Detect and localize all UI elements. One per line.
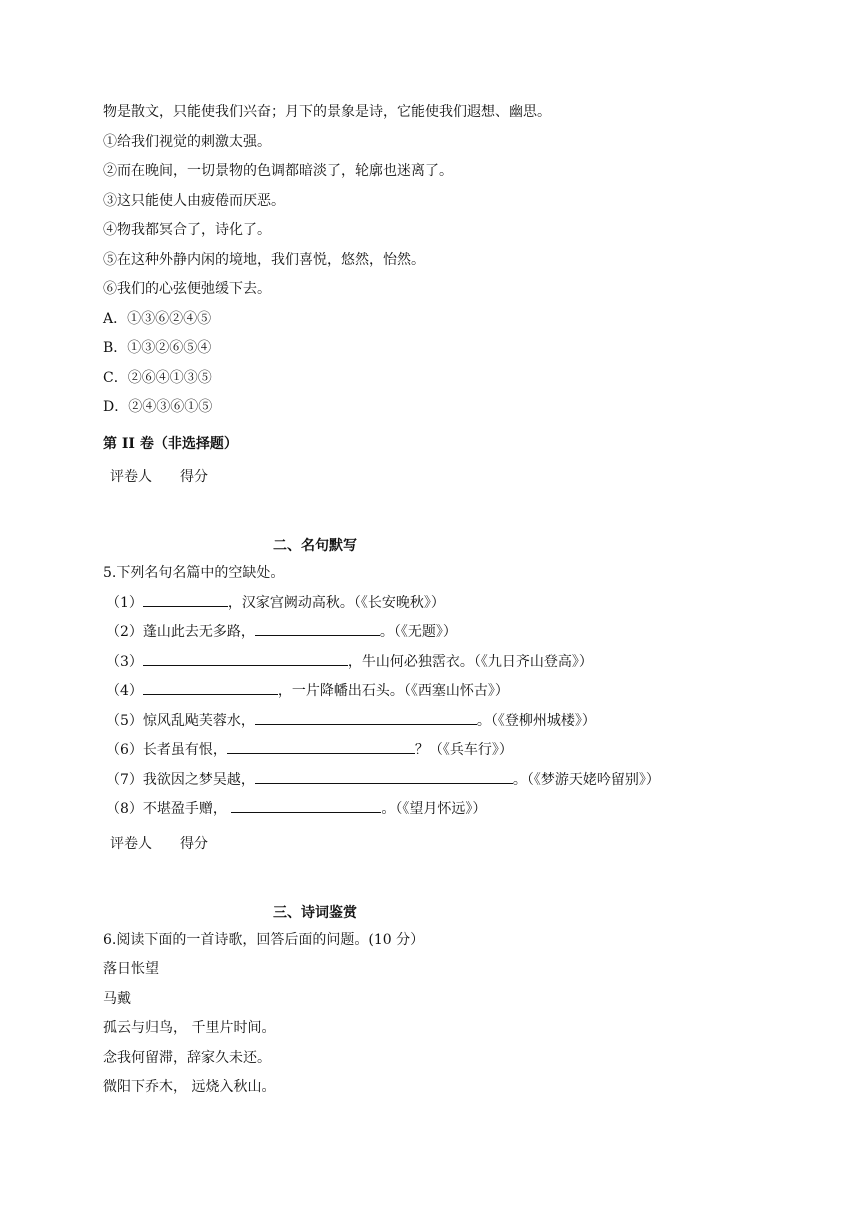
grader-label: 评卷人	[110, 469, 152, 485]
score-label: 得分	[180, 469, 208, 485]
grader-label: 评卷人	[110, 836, 152, 852]
grader-box	[110, 835, 208, 853]
poem-line: 微阳下乔木， 远烧入秋山。	[103, 1079, 276, 1095]
poem-line: 念我何留滞，辞家久未还。	[103, 1050, 271, 1066]
fill-item: （5）惊风乱飐芙蓉水， 。（《登柳州城楼》）	[106, 710, 596, 730]
score-label: 得分	[180, 836, 208, 852]
sentence-1: ①给我们视觉的刺激太强。	[103, 134, 271, 150]
answer-blank[interactable]	[255, 710, 477, 725]
answer-blank[interactable]	[255, 621, 380, 636]
fill-item: （3） ，牛山何必独霑衣。（《九日齐山登高》）	[106, 651, 593, 671]
grader-box	[110, 468, 208, 486]
option-d: D．②④③⑥①⑤	[103, 399, 213, 415]
fill-item: （7）我欲因之梦吴越， 。（《梦游天姥吟留别》）	[106, 769, 660, 789]
sentence-6: ⑥我们的心弦便弛缓下去。	[103, 281, 271, 297]
sentence-3: ③这只能使人由疲倦而厌恶。	[103, 193, 285, 209]
answer-blank[interactable]	[143, 651, 348, 666]
answer-blank[interactable]	[227, 739, 415, 754]
answer-blank[interactable]	[143, 680, 278, 695]
answer-blank[interactable]	[255, 769, 513, 784]
fill-item: （4） ，一片降幡出石头。（《西塞山怀古》）	[106, 680, 509, 700]
answer-blank[interactable]	[231, 798, 381, 813]
section-title: 二、名句默写	[273, 538, 357, 554]
section-title: 三、诗词鉴赏	[273, 905, 357, 921]
sentence-2: ②而在晚间，一切景物的色调都暗淡了，轮廓也迷离了。	[103, 163, 453, 179]
poem-title: 落日怅望	[103, 961, 159, 977]
sentence-5: ⑤在这种外静内闲的境地，我们喜悦，悠然，怡然。	[103, 252, 425, 268]
question-prompt: 5.下列名句名篇中的空缺处。	[103, 565, 285, 581]
fill-item: （1） ，汉家宫阙动高秋。（《长安晚秋》）	[106, 592, 445, 612]
fill-item: （8）不堪盈手赠， 。（《望月怀远》）	[106, 798, 486, 818]
sentence-4: ④物我都冥合了，诗化了。	[103, 222, 271, 238]
poem-line: 孤云与归鸟， 千里片时间。	[103, 1020, 276, 1036]
option-a: A．①③⑥②④⑤	[103, 311, 212, 327]
passage-text: 物是散文，只能使我们兴奋；月下的景象是诗，它能使我们遐想、幽思。	[103, 104, 551, 120]
poem-author: 马戴	[103, 991, 131, 1007]
volume-title: 第 II 卷（非选择题）	[103, 436, 238, 452]
answer-blank[interactable]	[143, 592, 228, 607]
option-c: C．②⑥④①③⑤	[103, 370, 212, 386]
fill-item: （2）蓬山此去无多路， 。（《无题》）	[106, 621, 457, 641]
fill-item: （6）长者虽有恨， ？（《兵车行》）	[106, 739, 513, 759]
question-prompt: 6.阅读下面的一首诗歌，回答后面的问题。(10 分）	[103, 932, 425, 948]
option-b: B．①③②⑥⑤④	[103, 340, 212, 356]
